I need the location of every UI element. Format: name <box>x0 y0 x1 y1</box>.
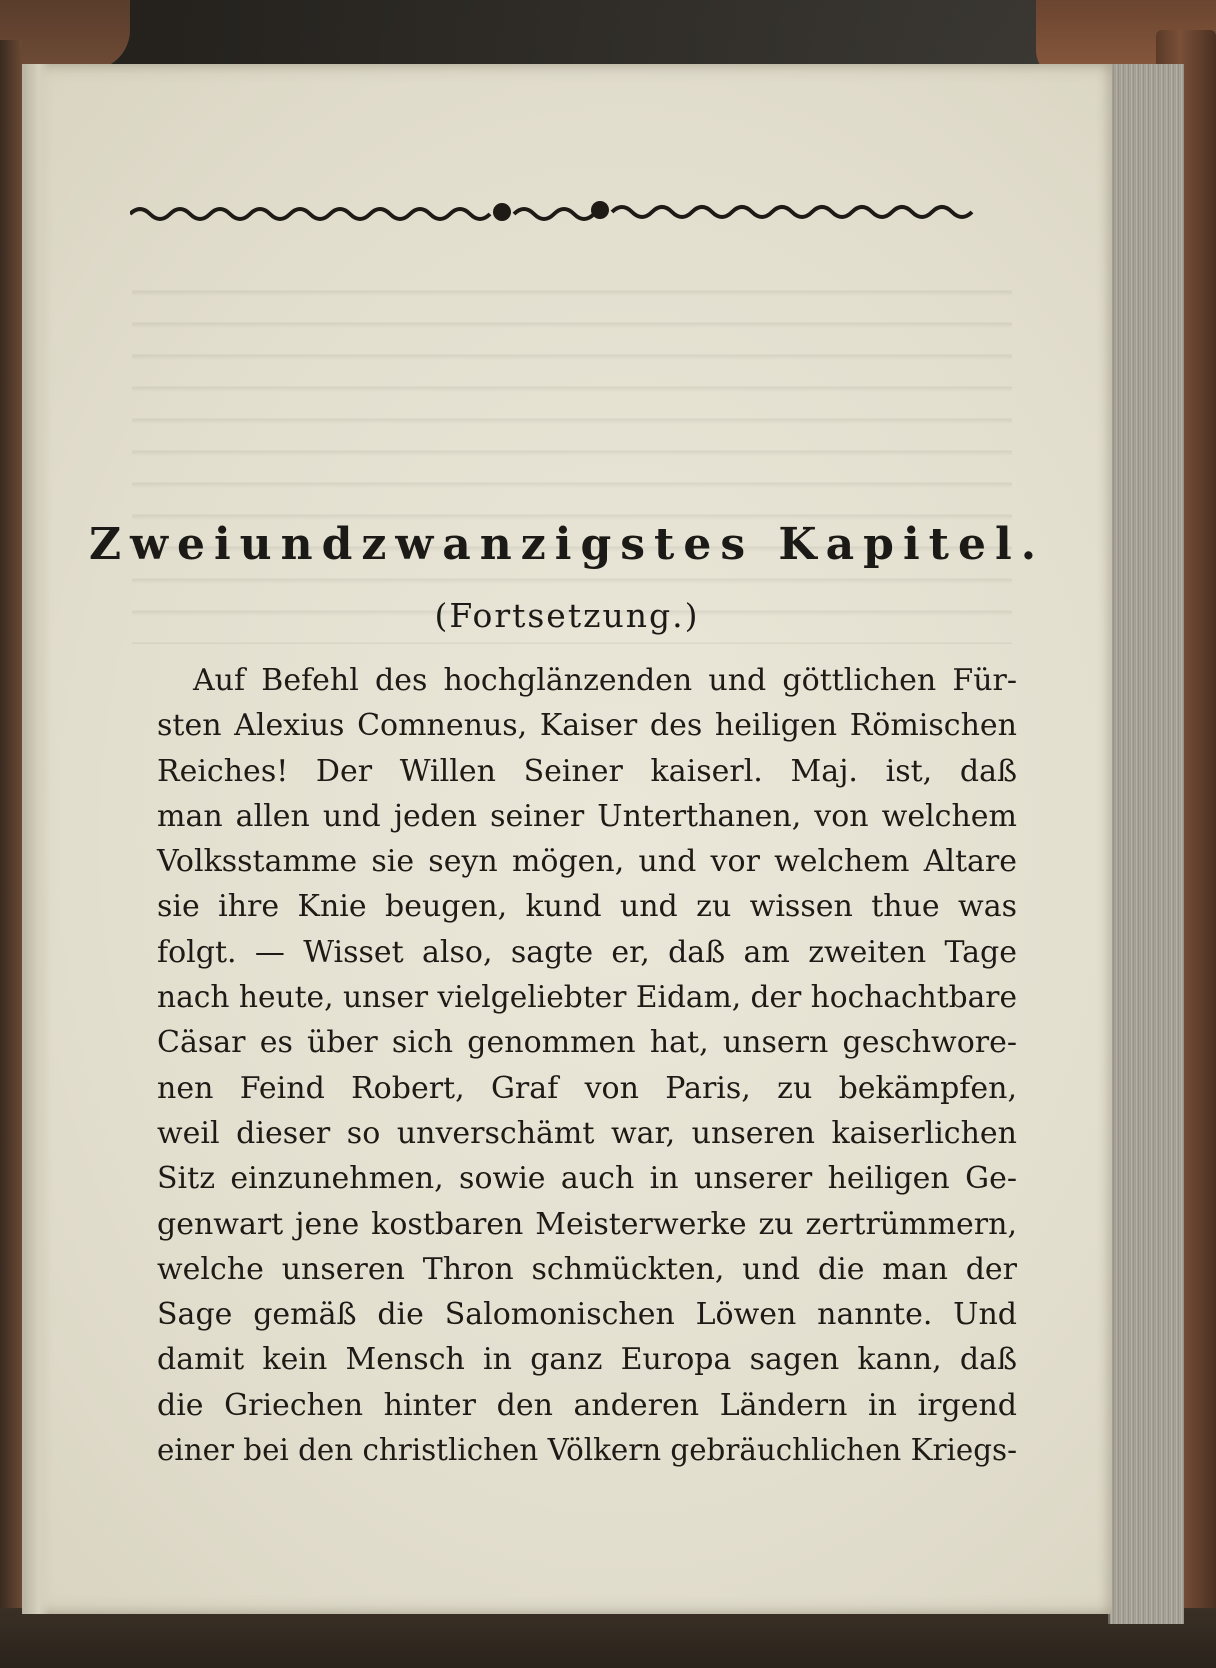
text-line: damit kein Mensch in ganz Europa sagen kann, daß <box>157 1342 1017 1378</box>
text-line: folgt. — Wisset also, sagte er, daß am zweiten Tage <box>157 934 1017 970</box>
text-line: Sage gemäß die Salomonischen Löwen nannte. Und <box>157 1297 1017 1333</box>
book-page <box>22 64 1112 1614</box>
page-block-edges <box>1108 64 1184 1624</box>
wavy-rule-ornament-icon <box>130 192 990 232</box>
page-gutter <box>22 64 50 1614</box>
body-text <box>157 658 1017 1473</box>
text-line: Cäsar es über sich genommen hat, unsern geschwore- <box>157 1025 1017 1061</box>
text-line: Sitz einzunehmen, sowie auch in unserer heiligen Ge- <box>157 1161 1017 1197</box>
text-line: welche unseren Thron schmückten, und die man der <box>157 1251 1017 1287</box>
text-line: nach heute, unser vielgeliebter Eidam, der hochachtbare <box>157 980 1017 1016</box>
cover-spine-edge <box>0 40 22 1620</box>
text-line: nen Feind Robert, Graf von Paris, zu bekämpfen, <box>157 1070 1017 1106</box>
chapter-title: Zweiundzwanzigstes Kapitel. <box>88 519 1046 570</box>
chapter-subtitle: (Fortsetzung.) <box>434 596 700 635</box>
cover-bottom-edge <box>0 1608 1216 1668</box>
text-line: man allen und jeden seiner Unterthanen, von welchem <box>157 798 1017 834</box>
text-line: Volksstamme sie seyn mögen, und vor welchem Altare <box>157 844 1017 880</box>
text-line: sie ihre Knie beugen, kund und zu wissen thue was <box>157 889 1017 925</box>
text-line: die Griechen hinter den anderen Ländern in irgend <box>157 1387 1017 1423</box>
text-line: genwart jene kostbaren Meisterwerke zu zertrümmern, <box>157 1206 1017 1242</box>
text-line: sten Alexius Comnenus, Kaiser des heiligen Römischen <box>157 708 1017 744</box>
bleed-through-text <box>132 264 1012 644</box>
text-line: Reiches! Der Willen Seiner kaiserl. Maj. ist, daß <box>157 753 1017 789</box>
text-line: einer bei den christlichen Völkern gebräuchlichen Kriegs- <box>157 1433 1017 1469</box>
text-line: Auf Befehl des hochglänzenden und göttlichen Für- <box>193 663 1017 698</box>
text-line: weil dieser so unverschämt war, unseren kaiserlichen <box>157 1115 1017 1151</box>
